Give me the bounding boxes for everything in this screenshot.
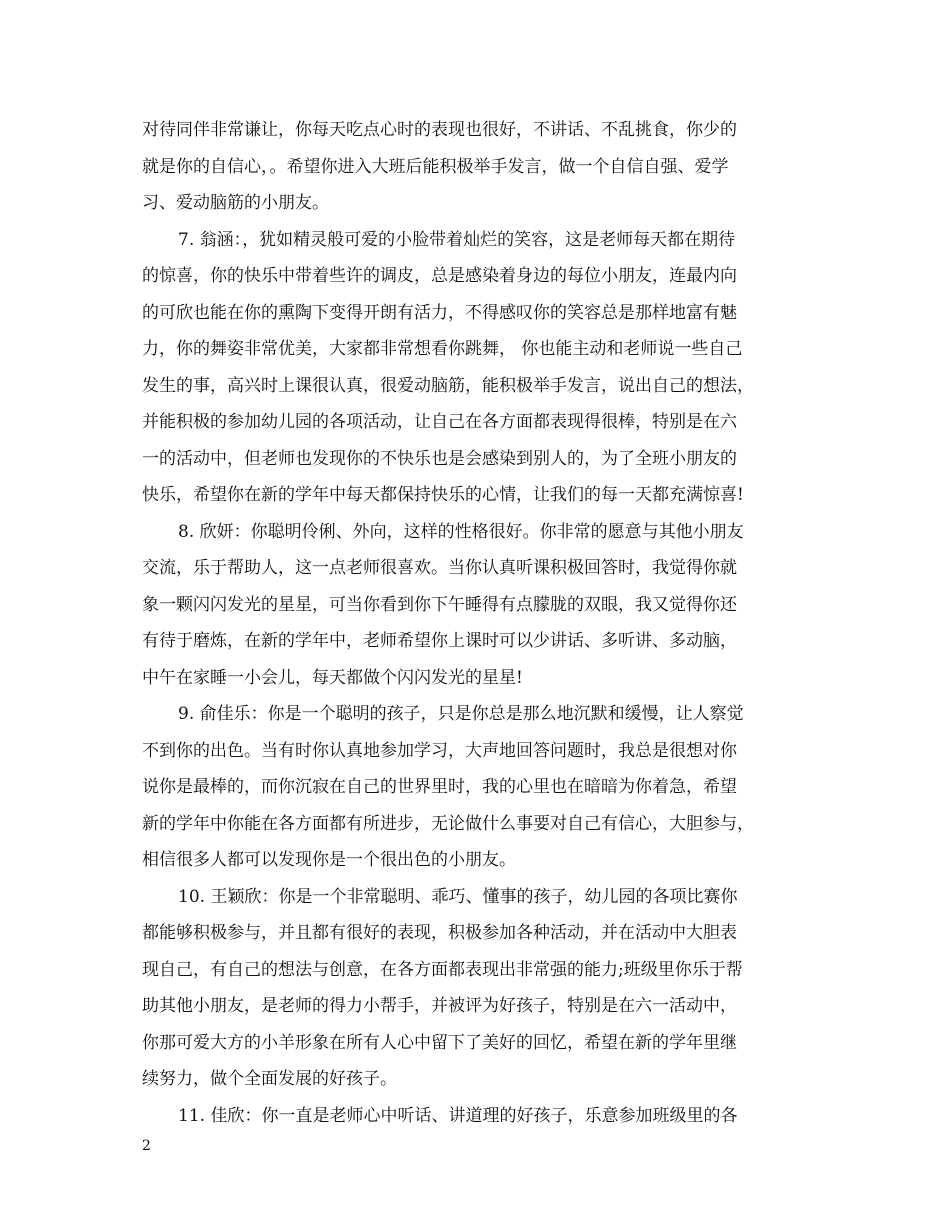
text-line: 快乐，希望你在新的学年中每天都保持快乐的心情，让我们的每一天都充满惊喜! xyxy=(142,485,744,505)
text-line: 相信很多人都可以发现你是一个很出色的小朋友。 xyxy=(142,850,516,870)
text-line: 不到你的出色。当有时你认真地参加学习，大声地回答问题时，我总是很想对你 xyxy=(142,740,737,761)
text-line: 习、爱动脑筋的小朋友。 xyxy=(142,193,329,213)
paragraph-start-line: 7. 翁涵：，犹如精灵般可爱的小脸带着灿烂的笑容，这是老师每天都在期待 xyxy=(178,229,736,250)
text-line: 你那可爱大方的小羊形象在所有人心中留下了美好的回忆，希望在新的学年里继 xyxy=(142,1032,737,1053)
paragraph-start-line: 8. 欣妍：你聪明伶俐、外向，这样的性格很好。你非常的愿意与其他小朋友 xyxy=(178,521,744,542)
text-line: 的惊喜，你的快乐中带着些许的调皮，总是感染着身边的每位小朋友，连最内向 xyxy=(142,266,737,286)
text-line: 对待同伴非常谦让，你每天吃点心时的表现也很好，不讲话、不乱挑食，你少的 xyxy=(142,120,737,140)
text-line: 现自己，有自己的想法与创意，在各方面都表现出非常强的能力;班级里你乐于帮 xyxy=(142,959,743,980)
text-line: 中午在家睡一小会儿，每天都做个闪闪发光的星星! xyxy=(142,667,523,688)
paragraph-start-line: 9. 俞佳乐：你是一个聪明的孩子，只是你总是那么地沉默和缓慢，让人察觉 xyxy=(178,704,744,724)
text-line: 力，你的舞姿非常优美，大家都非常想看你跳舞， 你也能主动和老师说一些自己 xyxy=(142,339,743,359)
text-line: 并能积极的参加幼儿园的各项活动，让自己在各方面都表现得很棒，特别是在六 xyxy=(142,412,737,432)
text-line: 交流，乐于帮助人，这一点老师很喜欢。当你认真听课积极回答时，我觉得你就 xyxy=(142,558,737,578)
page-number: 2 xyxy=(142,1138,151,1154)
text-line: 都能够积极参与，并且都有很好的表现，积极参加各种活动，并在活动中大胆表 xyxy=(142,923,737,943)
text-line: 助其他小朋友，是老师的得力小帮手，并被评为好孩子，特别是在六一活动中， xyxy=(142,996,737,1016)
text-line: 新的学年中你能在各方面都有所进步，无论做什么事要对自己有信心，大胆参与， xyxy=(142,813,754,834)
text-line: 续努力，做个全面发展的好孩子。 xyxy=(142,1069,397,1089)
text-line: 的可欣也能在你的熏陶下变得开朗有活力，不得感叹你的笑容总是那样地富有魅 xyxy=(142,302,737,323)
text-line: 就是你的自信心，。希望你进入大班后能积极举手发言，做一个自信自强、爱学 xyxy=(142,156,729,177)
paragraph-start-line: 11. 佳欣：你一直是老师心中听话、讲道理的好孩子，乐意参加班级里的各 xyxy=(178,1105,738,1126)
text-line: 象一颗闪闪发光的星星，可当你看到你下午睡得有点朦胧的双眼，我又觉得你还 xyxy=(142,594,737,615)
text-line: 有待于磨炼，在新的学年中，老师希望你上课时可以少讲话、多听讲、多动脑， xyxy=(142,631,737,651)
text-line: 说你是最棒的，而你沉寂在自己的世界里时，我的心里也在暗暗为你着急，希望 xyxy=(142,777,737,797)
paragraph-start-line: 10. 王颖欣：你是一个非常聪明、乖巧、懂事的孩子，幼儿园的各项比赛你 xyxy=(178,886,738,907)
text-line: 发生的事，高兴时上课很认真，很爱动脑筋，能积极举手发言，说出自己的想法， xyxy=(142,375,754,396)
text-line: 一的活动中，但老师也发现你的不快乐也是会感染到别人的，为了全班小朋友的 xyxy=(142,448,737,469)
body-text xyxy=(142,112,832,1134)
